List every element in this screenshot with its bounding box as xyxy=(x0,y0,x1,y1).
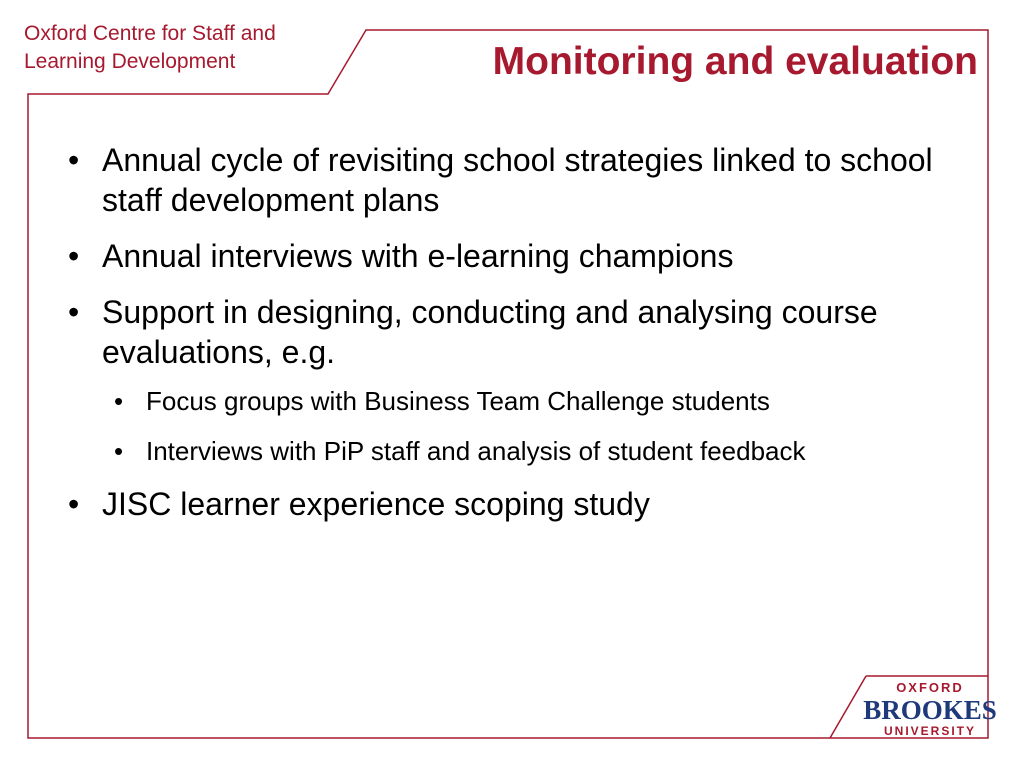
sub-bullet-dot: • xyxy=(114,436,124,466)
bullet-dot: • xyxy=(68,238,80,274)
org-name-line-2: Learning Development xyxy=(24,50,236,73)
sub-bullet-item xyxy=(60,384,960,418)
bullet-dot: • xyxy=(68,294,80,330)
sub-bullet-dot: • xyxy=(114,386,124,416)
bullet-dot: • xyxy=(68,142,80,178)
oxford-brookes-logo xyxy=(860,680,1000,738)
bullet-item xyxy=(60,236,960,276)
logo-middle-text: BROOKES xyxy=(863,695,997,725)
bullet-text: Annual interviews with e-learning champions xyxy=(102,238,734,274)
sub-bullet-text: Interviews with PiP staff and analysis of student feedback xyxy=(146,436,806,466)
bullet-item xyxy=(60,484,960,524)
bullet-dot: • xyxy=(68,486,80,522)
org-name xyxy=(24,20,344,76)
sub-bullet-text: Focus groups with Business Team Challenge students xyxy=(146,386,770,416)
logo-top-text: OXFORD xyxy=(896,680,964,695)
bullet-text: Annual cycle of revisiting school strategies linked to school staff development plans xyxy=(102,142,933,218)
sub-bullet-list xyxy=(102,384,960,468)
logo-bottom-text: UNIVERSITY xyxy=(883,724,976,738)
sub-bullet-item xyxy=(60,434,960,468)
slide-title: Monitoring and evaluation xyxy=(492,40,978,83)
bullet-item xyxy=(60,140,960,220)
org-name-line-1: Oxford Centre for Staff and xyxy=(24,22,276,45)
bullet-text: Support in designing, conducting and analysing course evaluations, e.g. xyxy=(102,294,878,370)
bullet-text: JISC learner experience scoping study xyxy=(102,486,650,522)
bullet-list xyxy=(60,140,960,540)
bullet-item xyxy=(60,292,960,468)
